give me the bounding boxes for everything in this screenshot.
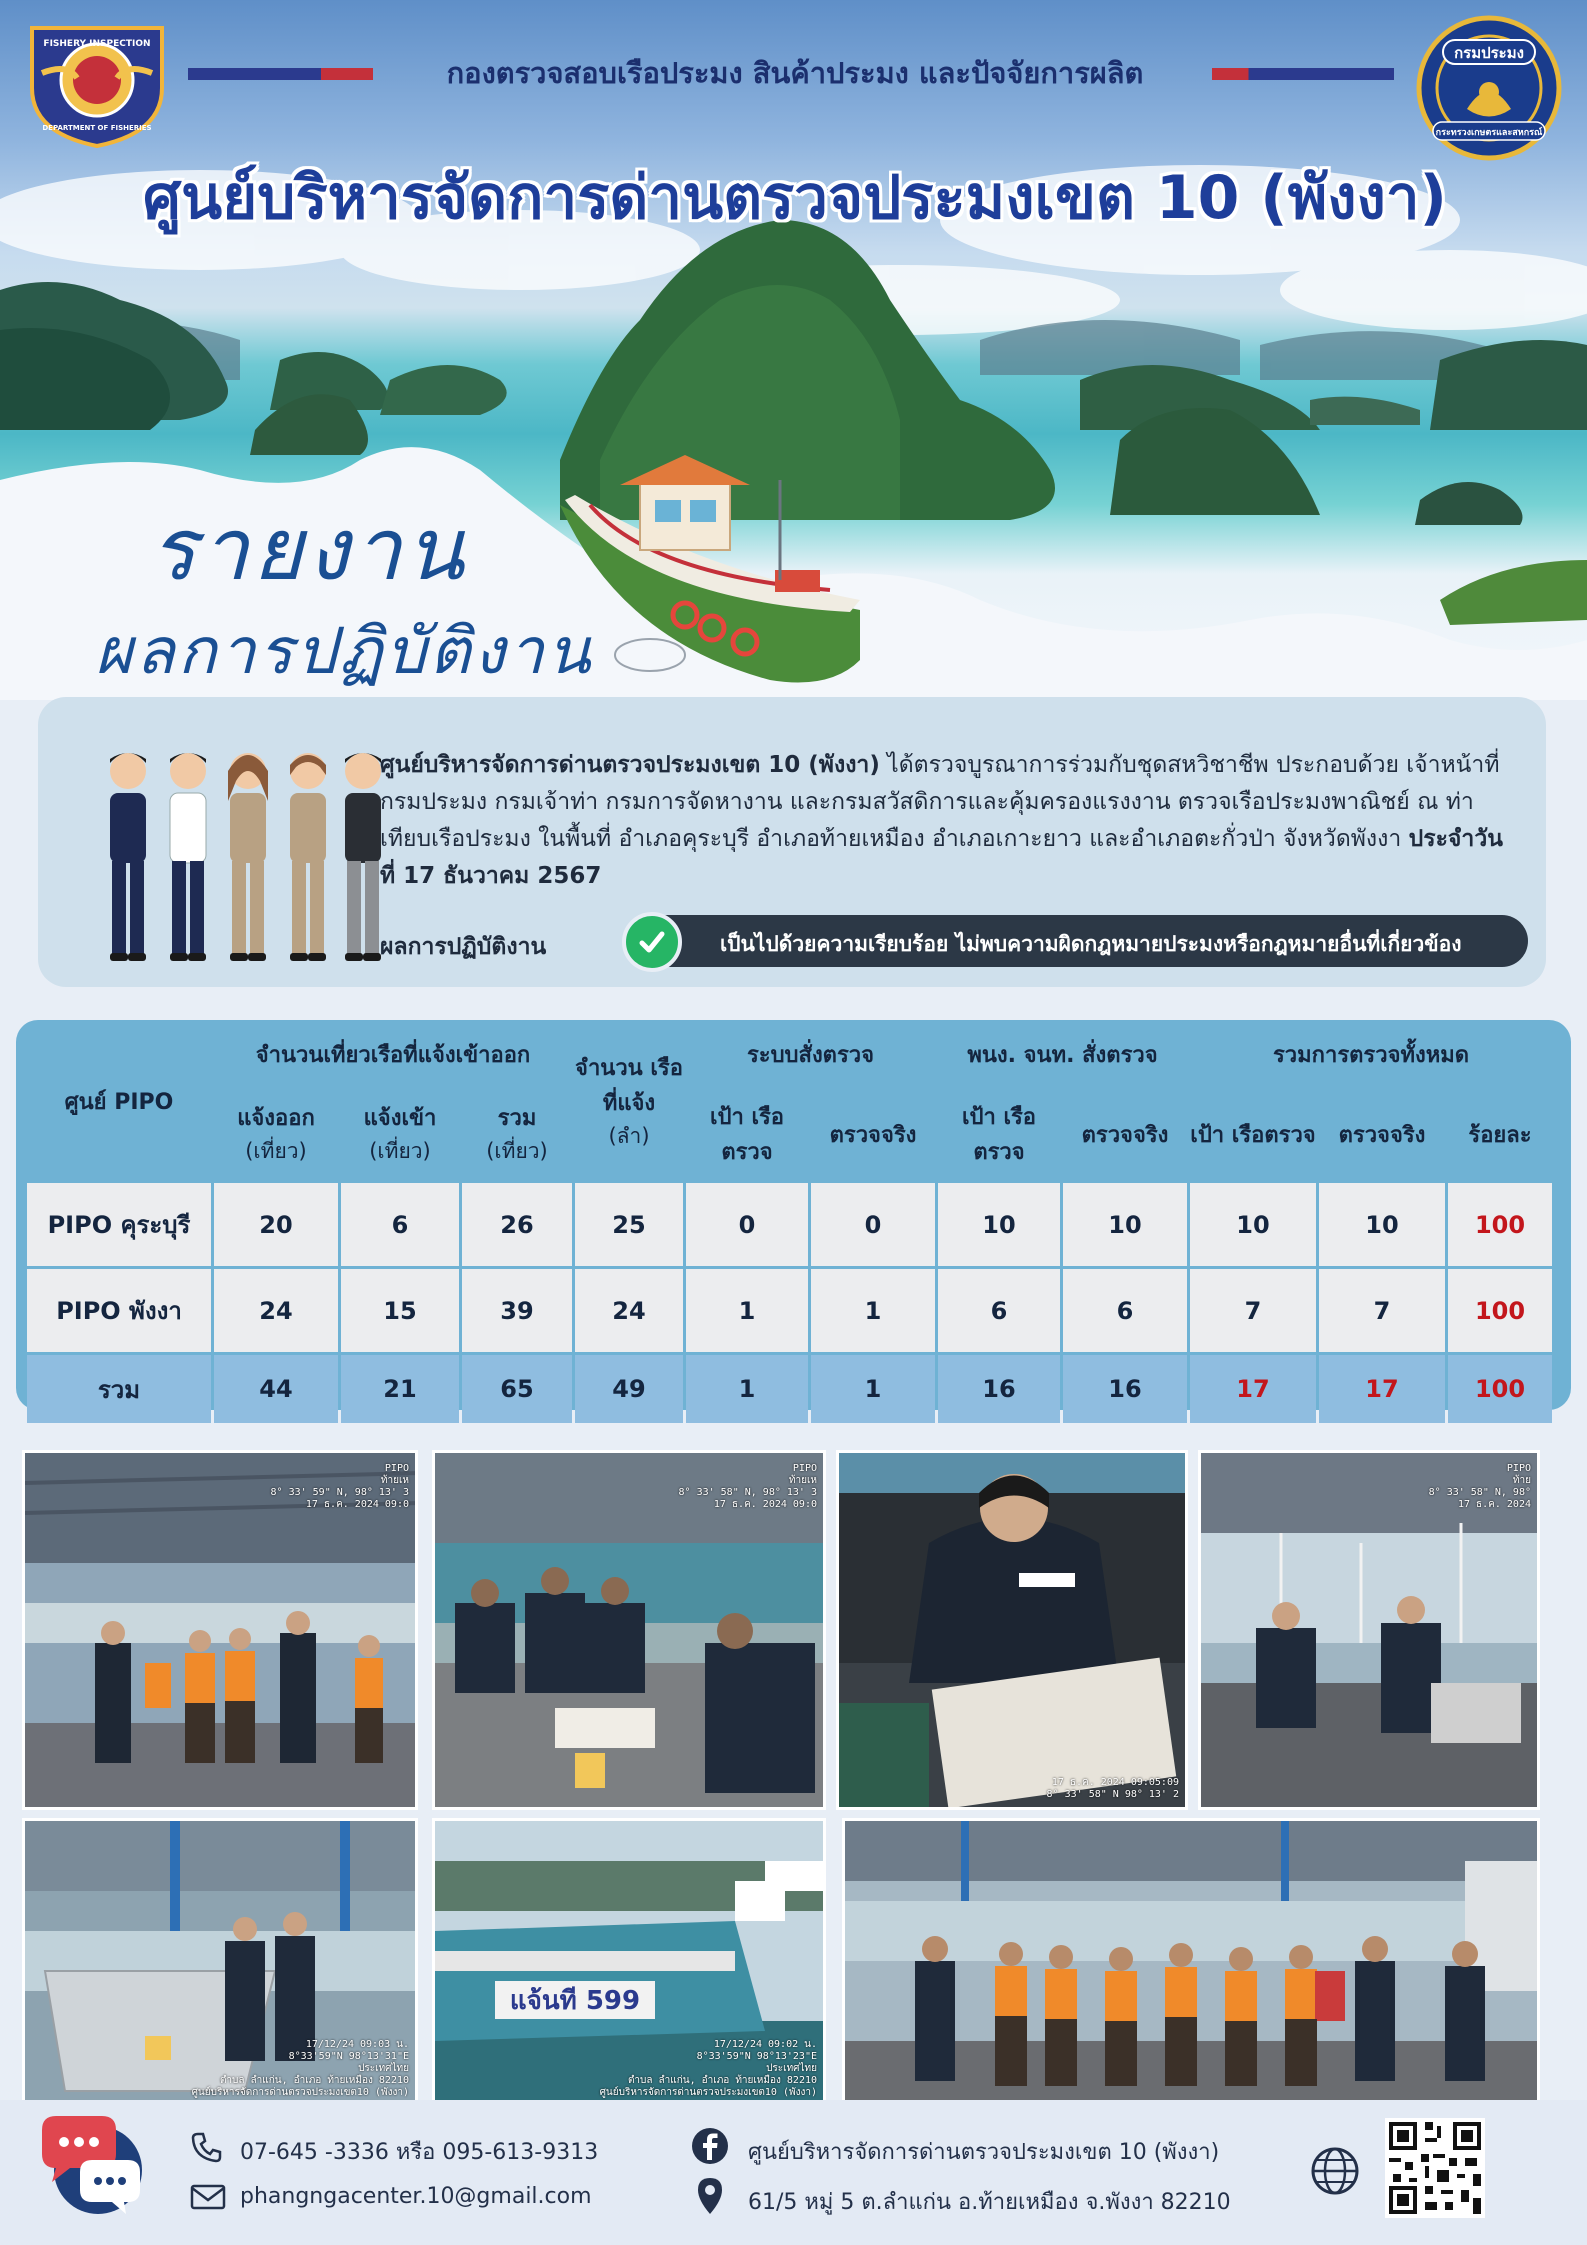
table-row [27,1183,1552,1266]
cell-in: 6 [341,1183,459,1266]
cell-boats: 25 [575,1183,683,1266]
header-sum: รวม (เที่ยว) [462,1088,572,1180]
cell-off-target: 10 [938,1183,1060,1266]
result-row [380,915,1530,971]
photo-inspection-hall [1198,1450,1540,1810]
photo-sorting-table [22,1818,418,2108]
report-title: รายงาน [150,500,468,600]
cell-tot-target: 10 [1190,1183,1316,1266]
footer-email[interactable]: phangngacenter.10@gmail.com [240,2184,592,2209]
header-sys-target: เป้า เรือตรวจ [686,1088,808,1180]
cell-boats: 49 [575,1355,683,1423]
cell-out: 20 [214,1183,338,1266]
svg-text:FISHERY INSPECTION: FISHERY INSPECTION [43,39,151,49]
globe-icon[interactable] [1310,2146,1360,2196]
cell-sum: 39 [462,1269,572,1352]
cell-in: 21 [341,1355,459,1423]
cell-sys-target: 0 [686,1183,808,1266]
svg-text:กระทรวงเกษตรและสหกรณ์: กระทรวงเกษตรและสหกรณ์ [1435,128,1543,138]
cell-sys-actual: 0 [811,1183,935,1266]
photo-timestamp: PIPO ท้าย 8° 33' 58" N, 98° 17 ธ.ค. 2024 [1428,1463,1531,1510]
cell-tot-actual: 7 [1319,1269,1445,1352]
cell-off-actual: 16 [1063,1355,1187,1423]
photo-timestamp: 17 ธ.ค. 2024 09:05:09 8° 33' 58" N 98° 13' 2 [1046,1777,1179,1800]
fishery-inspection-logo [22,18,172,148]
cell-sys-actual: 1 [811,1355,935,1423]
header-group-officer: พนง. จนท. สั่งตรวจ [938,1023,1187,1085]
report-subtitle: ผลการปฏิบัติงาน [95,615,594,689]
chat-bubble-icon [32,2110,144,2222]
header-department: กองตรวจสอบเรือประมง สินค้าประมง และปัจจัยการผลิต [446,56,1144,90]
cell-off-target: 16 [938,1355,1060,1423]
cell-in: 15 [341,1269,459,1352]
header-off-actual: ตรวจจริง [1063,1088,1187,1180]
table-total-row [27,1355,1552,1423]
footer-address: 61/5 หมู่ 5 ต.ลำแก่น อ.ท้ายเหมือง จ.พังงา 82210 [748,2190,1231,2215]
svg-text:DEPARTMENT OF FISHERIES: DEPARTMENT OF FISHERIES [42,124,152,132]
row-name: รวม [27,1355,211,1423]
cell-off-target: 6 [938,1269,1060,1352]
header-group-total: รวมการตรวจทั้งหมด [1190,1023,1552,1085]
cell-boats: 24 [575,1269,683,1352]
cell-sum: 65 [462,1355,572,1423]
cell-sys-target: 1 [686,1269,808,1352]
center-title: ศูนย์บริหารจัดการด่านตรวจประมงเขต 10 (พังงา) [143,163,1447,233]
cell-sys-target: 1 [686,1355,808,1423]
row-name: PIPO พังงา [27,1269,211,1352]
check-icon [622,912,682,972]
footer-facebook[interactable]: ศูนย์บริหารจัดการด่านตรวจประมงเขต 10 (พังงา) [748,2140,1220,2165]
facebook-icon [690,2126,730,2166]
header-rule-left [188,68,373,80]
header-tot-actual: ตรวจจริง [1319,1088,1445,1180]
statistics-table [24,1020,1555,1426]
cell-percent: 100 [1448,1269,1552,1352]
cell-off-actual: 6 [1063,1269,1187,1352]
location-pin-icon [694,2176,726,2216]
photo-crew-lineup [22,1450,418,1810]
table-row [27,1269,1552,1352]
cell-off-actual: 10 [1063,1183,1187,1266]
info-lead: ศูนย์บริหารจัดการด่านตรวจประมงเขต 10 (พังงา) [380,752,880,778]
header-tot-target: เป้า เรือตรวจ [1190,1088,1316,1180]
result-text: เป็นไปด้วยความเรียบร้อย ไม่พบความผิดกฎหมายประมงหรือกฎหมายอื่นที่เกี่ยวข้อง [720,932,1462,956]
officers-illustration [88,741,388,971]
header-in: แจ้งเข้า (เที่ยว) [341,1088,459,1180]
cell-tot-target: 7 [1190,1269,1316,1352]
photo-group-lineup [842,1818,1540,2108]
boat-name-text: แจ้นที 599 [509,1986,641,2016]
info-body: ได้ตรวจบูรณาการร่วมกับชุดสหวิชาชีพ ประกอบด้วย เจ้าหน้าที่กรมประมง กรมเจ้าท่า กรมการจัดหางาน และกรมสวัสดิการและคุ้มครองแรงงาน ตรวจเรือประมงพาณิชย์ ณ ท่าเทียบเรือประมง ในพื้นที่ อำเภอคุระบุรี อำเภอท้ายเหมือง อำเภอเกาะยาว และอำเภอตะกั่วป่า จังหวัดพังงา [380,752,1500,852]
header-percent: ร้อยละ [1448,1088,1552,1180]
cell-tot-target: 17 [1190,1355,1316,1423]
svg-text:กรมประมง: กรมประมง [1454,44,1524,62]
cell-tot-actual: 10 [1319,1183,1445,1266]
email-icon [190,2183,226,2211]
hero-banner [0,0,1587,700]
header-out: แจ้งออก (เที่ยว) [214,1088,338,1180]
cell-tot-actual: 17 [1319,1355,1445,1423]
cell-sys-actual: 1 [811,1269,935,1352]
photo-document-check [432,1450,826,1810]
result-pill [628,915,1528,967]
header-sys-actual: ตรวจจริง [811,1088,935,1180]
header-rule-right [1212,68,1394,80]
header-group-system: ระบบสั่งตรวจ [686,1023,935,1085]
info-paragraph [380,747,1510,895]
row-name: PIPO คุระบุรี [27,1183,211,1266]
result-label: ผลการปฏิบัติงาน [380,934,547,960]
department-of-fisheries-seal [1415,14,1563,162]
cell-out: 44 [214,1355,338,1423]
cell-percent: 100 [1448,1183,1552,1266]
header-group-trips: จำนวนเที่ยวเรือที่แจ้งเข้าออก [214,1023,572,1085]
photo-timestamp: PIPO ท้ายเห 8° 33' 59" N, 98° 13' 3 17 ธ.ค. 2024 09:0 [270,1463,409,1510]
photo-timestamp: PIPO ท้ายเห 8° 33' 58" N, 98° 13' 3 17 ธ.ค. 2024 09:0 [678,1463,817,1510]
phone-icon [190,2130,224,2164]
qr-code[interactable] [1385,2118,1485,2218]
header-center: ศูนย์ PIPO [27,1023,211,1180]
statistics-table-container [16,1020,1571,1410]
photo-officer-reading [836,1450,1188,1810]
info-date: ประจำวันที่ 17 ธันวาคม 2567 [380,826,1503,889]
info-panel [38,697,1546,987]
header-boats: จำนวน เรือที่แจ้ง (ลำ) [575,1023,683,1180]
cell-sum: 26 [462,1183,572,1266]
photo-fishing-boat [432,1818,826,2108]
footer-phone[interactable]: 07-645 -3336 หรือ 095-613-9313 [240,2140,599,2165]
photo-timestamp: 17/12/24 09:03 น. 8°33'59"N 98°13'31"E ประเทศไทย ตำบล ลำแก่น, อำเภอ ท้ายเหมือง 82210 ศูนย์บริหารจัดการด่านตรวจประมงเขต10 (พังงา) [191,2039,409,2098]
cell-out: 24 [214,1269,338,1352]
header-off-target: เป้า เรือตรวจ [938,1088,1060,1180]
cell-percent: 100 [1448,1355,1552,1423]
photo-timestamp: 17/12/24 09:02 น. 8°33'59"N 98°13'23"E ประเทศไทย ตำบล ลำแก่น, อำเภอ ท้ายเหมือง 82210 ศูนย์บริหารจัดการด่านตรวจประมงเขต10 (พังงา) [599,2039,817,2098]
